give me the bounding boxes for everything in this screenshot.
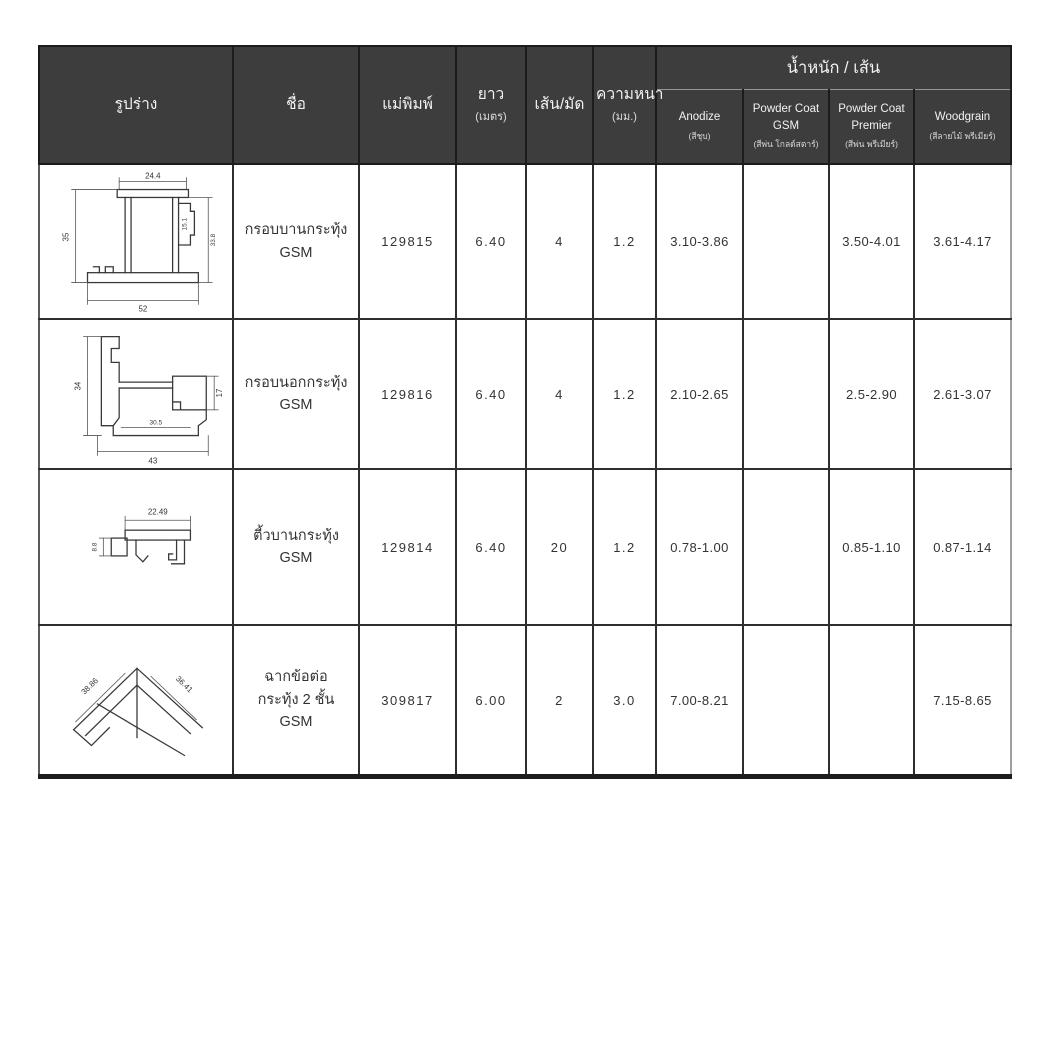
product-name-line2: GSM <box>279 244 313 261</box>
col-header-anodize <box>656 89 743 164</box>
profile-drawing-frame-sash <box>40 167 232 317</box>
cell-powder-premier: 0.85-1.10 <box>829 469 914 625</box>
dimension-label: 8.8 <box>91 542 99 552</box>
col-header-length-label: ยาว <box>477 85 505 103</box>
cell-anodize: 3.10-3.86 <box>656 164 743 319</box>
cell-shape <box>39 625 233 777</box>
dimension-label: 15.1 <box>181 217 189 230</box>
table-row <box>39 164 1011 319</box>
cell-mold: 129815 <box>359 164 456 319</box>
cell-powder-gsm <box>743 625 829 777</box>
col-header-powder-gsm-sub: (สีพ่น โกลด์สตาร์) <box>753 139 819 150</box>
cell-name <box>233 625 359 777</box>
cell-length: 6.40 <box>456 319 526 469</box>
col-header-powder-premier-label2: Premier <box>851 119 892 132</box>
cell-powder-gsm <box>743 469 829 625</box>
col-header-mold-label: แม่พิมพ์ <box>382 95 433 113</box>
col-header-length-unit: (เมตร) <box>475 111 507 124</box>
cell-length: 6.00 <box>456 625 526 777</box>
col-header-bundle-label: เส้น/มัด <box>534 95 585 113</box>
cell-bundle: 4 <box>526 164 593 319</box>
col-header-bundle <box>526 46 593 164</box>
cell-woodgrain: 2.61-3.07 <box>914 319 1011 469</box>
cell-anodize: 2.10-2.65 <box>656 319 743 469</box>
profile-drawing-corner-joint <box>40 626 232 774</box>
dimension-label: 35 <box>61 232 71 241</box>
cell-powder-gsm <box>743 319 829 469</box>
cell-powder-gsm <box>743 164 829 319</box>
col-header-powder-gsm <box>743 89 829 164</box>
profile-drawing-bead <box>40 470 232 624</box>
cell-bundle: 20 <box>526 469 593 625</box>
dimension-label: 33.8 <box>210 233 218 246</box>
col-header-powder-premier-sub: (สีพ่น พรีเมียร์) <box>845 139 898 150</box>
col-header-mold <box>359 46 456 164</box>
profile-drawing-3 <box>40 470 232 624</box>
profile-drawing-2 <box>40 322 232 467</box>
product-name-line1: กรอบบานกระทุ้ง <box>244 222 348 239</box>
cell-woodgrain: 0.87-1.14 <box>914 469 1011 625</box>
product-name-line1: ตี้วบานกระทุ้ง <box>253 527 339 544</box>
dimension-label: 22.49 <box>147 507 168 517</box>
cell-length: 6.40 <box>456 164 526 319</box>
col-header-name-label: ชื่อ <box>286 95 306 113</box>
cell-bundle: 2 <box>526 625 593 777</box>
col-header-woodgrain <box>914 89 1011 164</box>
col-header-thickness-unit: (มม.) <box>612 111 637 124</box>
col-header-woodgrain-label: Woodgrain <box>934 111 991 124</box>
cell-name <box>233 319 359 469</box>
dimension-label: 38.86 <box>79 676 100 697</box>
product-name-line1: กรอบนอกกระทุ้ง <box>244 374 348 391</box>
profile-drawing-1 <box>40 167 232 317</box>
col-header-weight-group: น้ำหนัก / เส้น <box>656 46 1011 89</box>
dimension-label: 24.4 <box>145 171 161 181</box>
product-name-line2: GSM <box>279 550 313 566</box>
dimension-label: 36.41 <box>174 674 195 695</box>
profile-drawing-4 <box>40 626 232 774</box>
cell-anodize: 0.78-1.00 <box>656 469 743 625</box>
cell-bundle: 4 <box>526 319 593 469</box>
cell-shape <box>39 164 233 319</box>
cell-anodize: 7.00-8.21 <box>656 625 743 777</box>
cell-length: 6.40 <box>456 469 526 625</box>
col-header-shape <box>39 46 233 164</box>
cell-woodgrain: 7.15-8.65 <box>914 625 1011 777</box>
col-header-anodize-label: Anodize <box>678 111 721 124</box>
col-header-powder-gsm-label2: GSM <box>772 119 800 132</box>
dimension-label: 43 <box>148 455 158 465</box>
cell-mold: 309817 <box>359 625 456 777</box>
col-header-powder-premier <box>829 89 914 164</box>
cell-thickness: 1.2 <box>593 164 656 319</box>
cell-woodgrain: 3.61-4.17 <box>914 164 1011 319</box>
cell-name <box>233 469 359 625</box>
col-header-thickness-label: ความหนา <box>596 85 664 103</box>
table-row <box>39 625 1011 777</box>
profile-drawing-outer-frame <box>40 322 232 467</box>
dimension-label: 34 <box>73 381 83 390</box>
col-header-thickness <box>593 46 664 164</box>
product-spec-table <box>38 45 1012 779</box>
col-header-shape-label: รูปร่าง <box>114 95 158 113</box>
product-name-line3: GSM <box>279 714 313 731</box>
product-name-line2: กระทุ้ง 2 ชั้น <box>257 691 335 708</box>
col-header-name <box>233 46 359 164</box>
dimension-label: 52 <box>138 303 148 313</box>
cell-mold: 129814 <box>359 469 456 625</box>
cell-thickness: 1.2 <box>593 469 656 625</box>
col-header-anodize-sub: (สีชุบ) <box>688 131 711 142</box>
cell-powder-premier: 3.50-4.01 <box>829 164 914 319</box>
cell-name <box>233 164 359 319</box>
cell-thickness: 1.2 <box>593 319 656 469</box>
col-header-woodgrain-sub: (สีลายไม้ พรีเมียร์) <box>929 131 996 142</box>
product-name-line1: ฉากข้อต่อ <box>264 669 328 686</box>
col-header-length <box>456 46 526 164</box>
dimension-label: 17 <box>215 388 225 397</box>
table-header <box>39 46 1011 164</box>
cell-shape <box>39 319 233 469</box>
col-header-powder-premier-label1: Powder Coat <box>838 103 905 116</box>
table-row <box>39 319 1011 469</box>
cell-powder-premier: 2.5-2.90 <box>829 319 914 469</box>
col-header-powder-gsm-label1: Powder Coat <box>752 103 820 116</box>
dimension-label: 30.5 <box>149 419 163 427</box>
cell-thickness: 3.0 <box>593 625 656 777</box>
cell-mold: 129816 <box>359 319 456 469</box>
cell-shape <box>39 469 233 625</box>
cell-powder-premier <box>829 625 914 777</box>
table-row <box>39 469 1011 625</box>
product-name-line2: GSM <box>279 397 313 413</box>
